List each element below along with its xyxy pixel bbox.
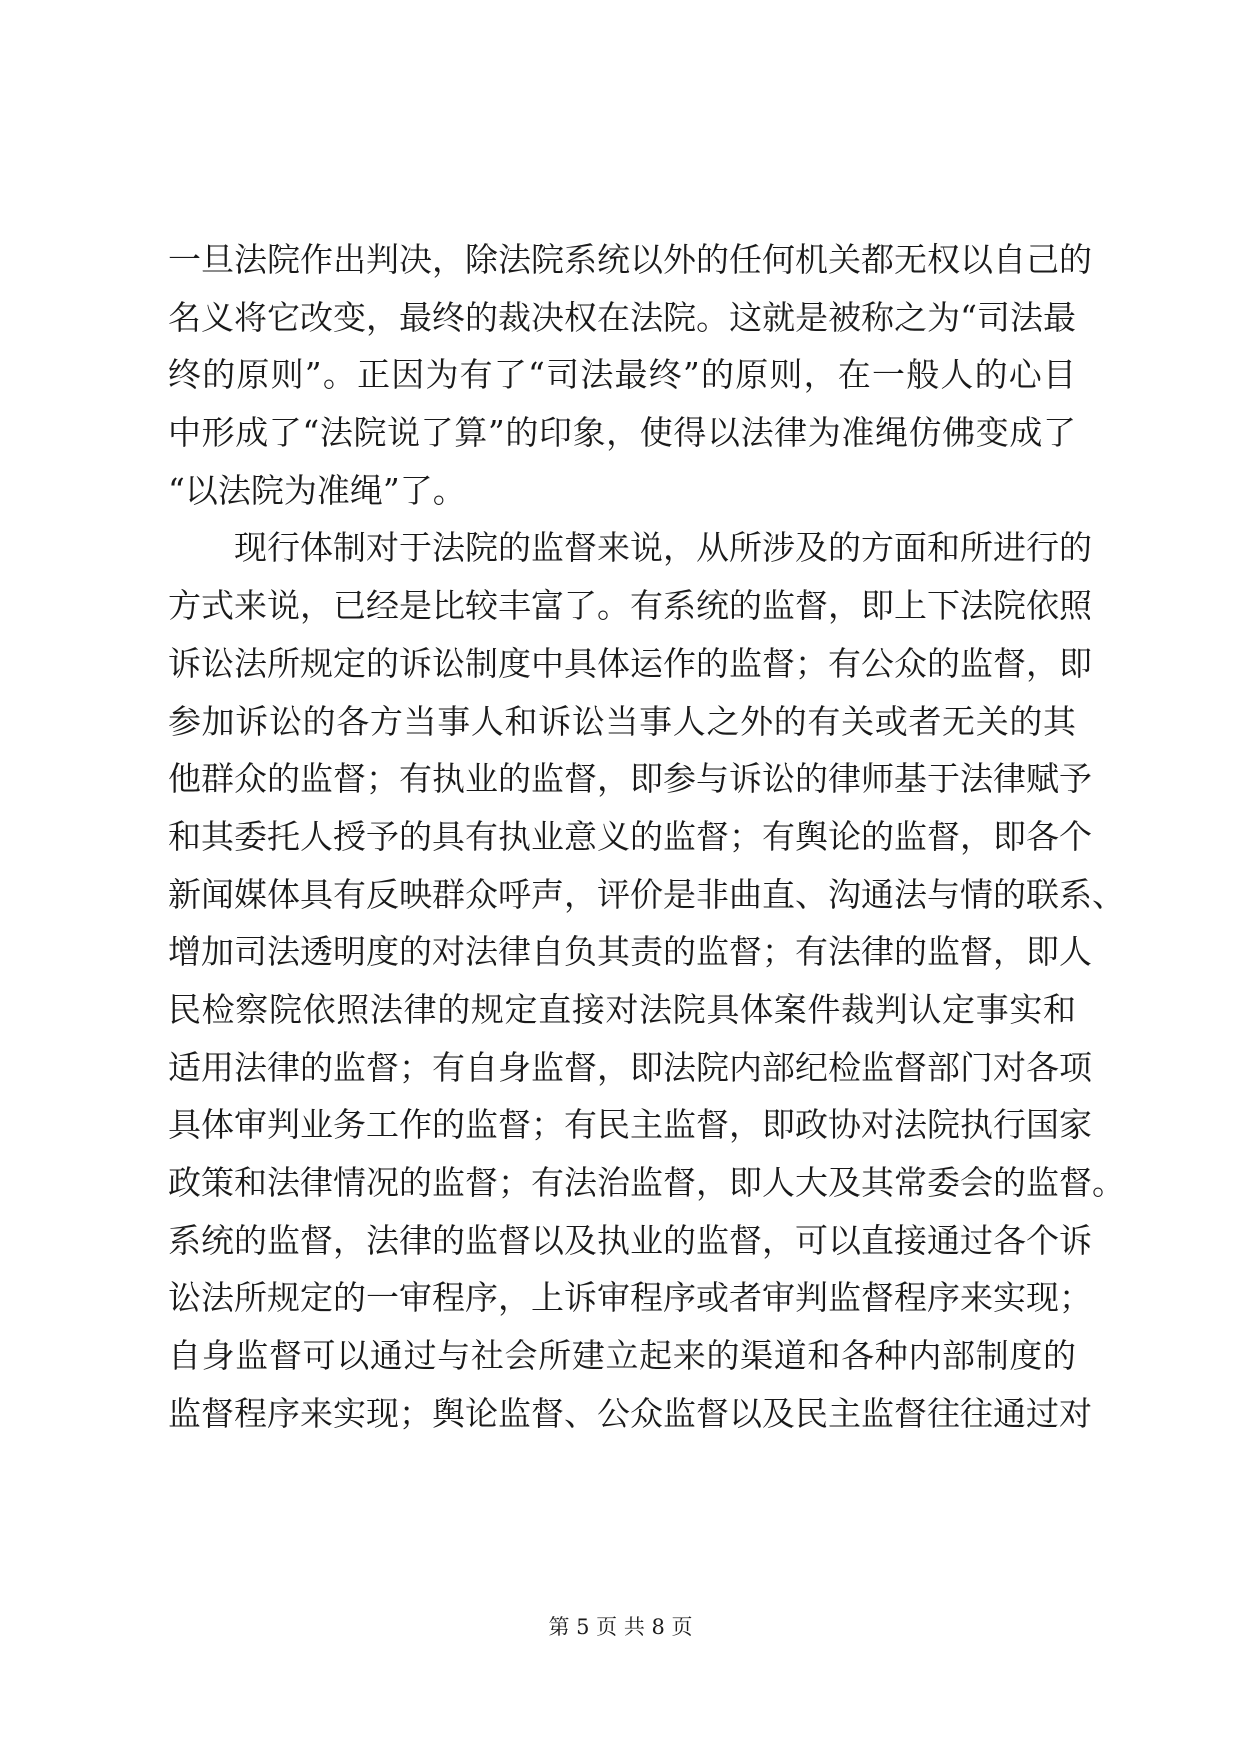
text-line: 参加诉讼的各方当事人和诉讼当事人之外的有关或者无关的其	[168, 701, 1076, 741]
text-line: 增加司法透明度的对法律自负其责的监督；有法律的监督，即人	[168, 932, 1092, 972]
text-line: 现行体制对于法院的监督来说，从所涉及的方面和所进行的	[234, 528, 1092, 568]
text-line: 讼法所规定的一审程序，上诉审程序或者审判监督程序来实现；	[168, 1278, 1092, 1318]
text-line: 他群众的监督；有执业的监督，即参与诉讼的律师基于法律赋予	[168, 759, 1092, 799]
text-line: 新闻媒体具有反映群众呼声，评价是非曲直、沟通法与情的联系、	[168, 874, 1125, 914]
text-line: 中形成了“法院说了算”的印象，使得以法律为准绳仿佛变成了	[168, 413, 1076, 453]
text-line: 自身监督可以通过与社会所建立起来的渠道和各种内部制度的	[168, 1336, 1076, 1376]
text-line: 名义将它改变，最终的裁决权在法院。这就是被称之为“司法最	[168, 297, 1076, 337]
text-line: 政策和法律情况的监督；有法治监督，即人大及其常委会的监督。	[168, 1163, 1125, 1202]
text-line: 监督程序来实现；舆论监督、公众监督以及民主监督往往通过对	[168, 1393, 1092, 1433]
text-line: 适用法律的监督；有自身监督，即法院内部纪检监督部门对各项	[168, 1047, 1092, 1087]
text-line: “以法院为准绳”了。	[168, 470, 466, 510]
text-line: 一旦法院作出判决，除法院系统以外的任何机关都无权以自己的	[168, 240, 1092, 279]
text-line: 系统的监督，法律的监督以及执业的监督，可以直接通过各个诉	[168, 1220, 1092, 1260]
text-line: 终的原则”。正因为有了“司法最终”的原则，在一般人的心目	[168, 355, 1076, 395]
body-text	[168, 231, 1125, 1442]
text-line: 方式来说，已经是比较丰富了。有系统的监督，即上下法院依照	[168, 586, 1092, 626]
page-footer: 第 5 页 共 8 页	[548, 1615, 693, 1639]
text-line: 民检察院依照法律的规定直接对法院具体案件裁判认定事实和	[168, 989, 1076, 1029]
text-line: 诉讼法所规定的诉讼制度中具体运作的监督；有公众的监督，即	[168, 643, 1092, 683]
text-line: 和其委托人授予的具有执业意义的监督；有舆论的监督，即各个	[168, 816, 1092, 856]
text-line: 具体审判业务工作的监督；有民主监督，即政协对法院执行国家	[168, 1105, 1092, 1145]
